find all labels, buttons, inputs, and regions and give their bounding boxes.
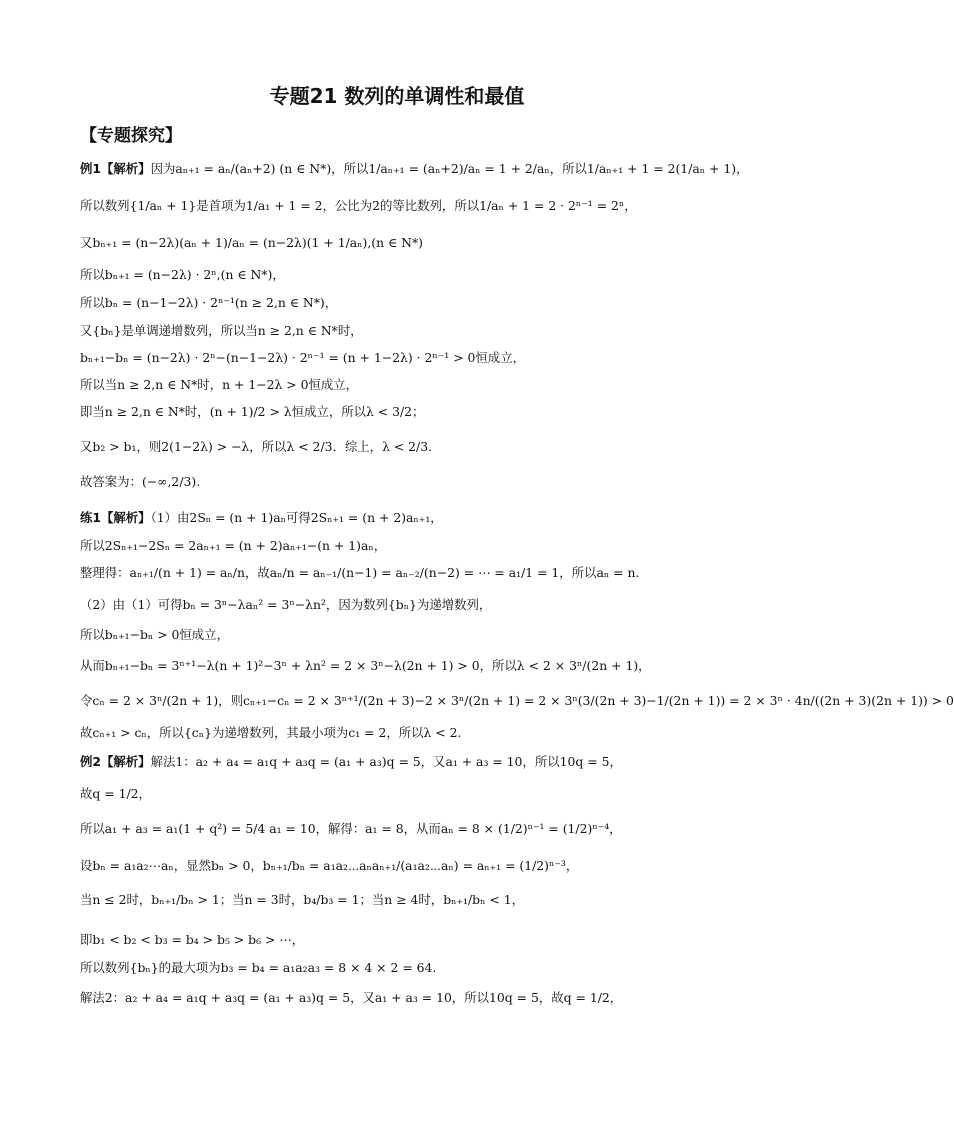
text-line — [80, 321, 720, 341]
text-line — [80, 402, 720, 422]
text-line — [80, 536, 720, 556]
line-text: 又bₙ₊₁ = (n−2λ)(aₙ + 1)/aₙ = (n−2λ)(1 + 1/aₙ),(n ∈ N*) — [80, 235, 424, 250]
line-text: 当n ≤ 2时，bₙ₊₁/bₙ > 1；当n = 3时，b₄/b₃ = 1；当n ≥ 4时，bₙ₊₁/bₙ < 1， — [80, 892, 524, 907]
text-line — [80, 563, 720, 583]
line-text: 故答案为：(−∞,2/3). — [80, 474, 201, 489]
line-text: 令cₙ = 2 × 3ⁿ/(2n + 1)，则cₙ₊₁−cₙ = 2 × 3ⁿ⁺¹/(2n + 3)−2 × 3ⁿ/(2n + 1) = 2 × 3ⁿ(3/(2n + 3)−1/(2n + 1)) = 2 × 3ⁿ · 4n/((2n + 3)(2n + 1)) > 0 — [80, 693, 954, 708]
line-text: 解法1：a₂ + a₄ = a₁q + a₃q = (a₁ + a₃)q = 5，又a₁ + a₃ = 10，所以10q = 5， — [150, 754, 622, 769]
text-line — [80, 293, 720, 313]
line-text: 故q = 1/2， — [80, 786, 151, 801]
line-text: 又{bₙ}是单调递增数列，所以当n ≥ 2,n ∈ N*时， — [80, 323, 363, 338]
line-text: bₙ₊₁−bₙ = (n−2λ) · 2ⁿ−(n−1−2λ) · 2ⁿ⁻¹ = (n + 1−2λ) · 2ⁿ⁻¹ > 0恒成立， — [80, 350, 525, 365]
line-text: 所以数列{1/aₙ + 1}是首项为1/a₁ + 1 = 2，公比为2的等比数列，所以1/aₙ + 1 = 2 · 2ⁿ⁻¹ = 2ⁿ， — [80, 198, 637, 213]
text-line — [80, 265, 720, 285]
line-text: 即b₁ < b₂ < b₃ = b₄ > b₅ > b₆ > ⋯， — [80, 932, 305, 947]
line-text: 因为aₙ₊₁ = aₙ/(aₙ+2) (n ∈ N*)，所以1/aₙ₊₁ = (aₙ+2)/aₙ = 1 + 2/aₙ，所以1/aₙ₊₁ + 1 = 2(1/aₙ + 1)， — [150, 161, 749, 176]
line-text: 故cₙ₊₁ > cₙ，所以{cₙ}为递增数列，其最小项为c₁ = 2，所以λ < 2. — [80, 725, 462, 740]
text-line — [80, 595, 720, 615]
example-label: 例1【解析】 — [80, 161, 151, 176]
text-line — [80, 508, 720, 528]
text-line — [80, 233, 720, 253]
line-text: 整理得：aₙ₊₁/(n + 1) = aₙ/n，故aₙ/n = aₙ₋₁/(n−1) = aₙ₋₂/(n−2) = ⋯ = a₁/1 = 1，所以aₙ = n. — [80, 565, 640, 580]
text-line — [80, 691, 954, 711]
text-line — [80, 656, 720, 676]
text-line — [80, 472, 720, 492]
line-text: 又b₂ > b₁，则2(1−2λ) > −λ，所以λ < 2/3．综上，λ < 2/3. — [80, 439, 433, 454]
page-title: 专题21 数列的单调性和最值 — [269, 84, 525, 108]
text-line — [80, 196, 720, 216]
text-line — [80, 784, 720, 804]
line-text: 所以数列{bₙ}的最大项为b₃ = b₄ = a₁a₂a₃ = 8 × 4 × 2 = 64. — [80, 960, 437, 975]
line-text: 所以a₁ + a₃ = a₁(1 + q²) = 5/4 a₁ = 10，解得：a₁ = 8，从而aₙ = 8 × (1/2)ⁿ⁻¹ = (1/2)ⁿ⁻⁴， — [80, 821, 622, 836]
line-text: 所以bₙ₊₁−bₙ > 0恒成立， — [80, 627, 229, 642]
line-text: 解法2：a₂ + a₄ = a₁q + a₃q = (a₁ + a₃)q = 5，又a₁ + a₃ = 10，所以10q = 5，故q = 1/2， — [80, 990, 623, 1005]
section-heading: 【专题探究】 — [80, 126, 182, 146]
text-line — [80, 856, 720, 876]
line-text: 所以当n ≥ 2,n ∈ N*时，n + 1−2λ > 0恒成立， — [80, 377, 359, 392]
line-text: 即当n ≥ 2,n ∈ N*时，(n + 1)/2 > λ恒成立，所以λ < 3/2； — [80, 404, 425, 419]
line-text: 所以2Sₙ₊₁−2Sₙ = 2aₙ₊₁ = (n + 2)aₙ₊₁−(n + 1)aₙ， — [80, 538, 387, 553]
text-line — [80, 819, 720, 839]
line-text: 设bₙ = a₁a₂⋯aₙ，显然bₙ > 0，bₙ₊₁/bₙ = a₁a₂⋯aₙaₙ₊₁/(a₁a₂⋯aₙ) = aₙ₊₁ = (1/2)ⁿ⁻³， — [80, 858, 579, 873]
text-line — [80, 159, 749, 179]
line-text: （1）由2Sₙ = (n + 1)aₙ可得2Sₙ₊₁ = (n + 2)aₙ₊₁， — [150, 510, 443, 525]
text-line — [80, 752, 720, 772]
text-line — [80, 930, 720, 950]
line-text: 从而bₙ₊₁−bₙ = 3ⁿ⁺¹−λ(n + 1)²−3ⁿ + λn² = 2 × 3ⁿ−λ(2n + 1) > 0，所以λ < 2 × 3ⁿ/(2n + 1)， — [80, 658, 651, 673]
text-line — [80, 890, 720, 910]
example-label: 练1【解析】 — [80, 510, 151, 525]
text-line — [80, 625, 720, 645]
line-text: 所以bₙ₊₁ = (n−2λ) · 2ⁿ,(n ∈ N*)， — [80, 267, 285, 282]
line-text: （2）由（1）可得bₙ = 3ⁿ−λaₙ² = 3ⁿ−λn²，因为数列{bₙ}为递增数列， — [80, 597, 492, 612]
text-line — [80, 723, 720, 743]
text-line — [80, 988, 720, 1008]
text-line — [80, 375, 720, 395]
text-line — [80, 958, 720, 978]
line-text: 所以bₙ = (n−1−2λ) · 2ⁿ⁻¹(n ≥ 2,n ∈ N*)， — [80, 295, 338, 310]
text-line — [80, 348, 720, 368]
text-line — [80, 437, 720, 457]
example-label: 例2【解析】 — [80, 754, 151, 769]
